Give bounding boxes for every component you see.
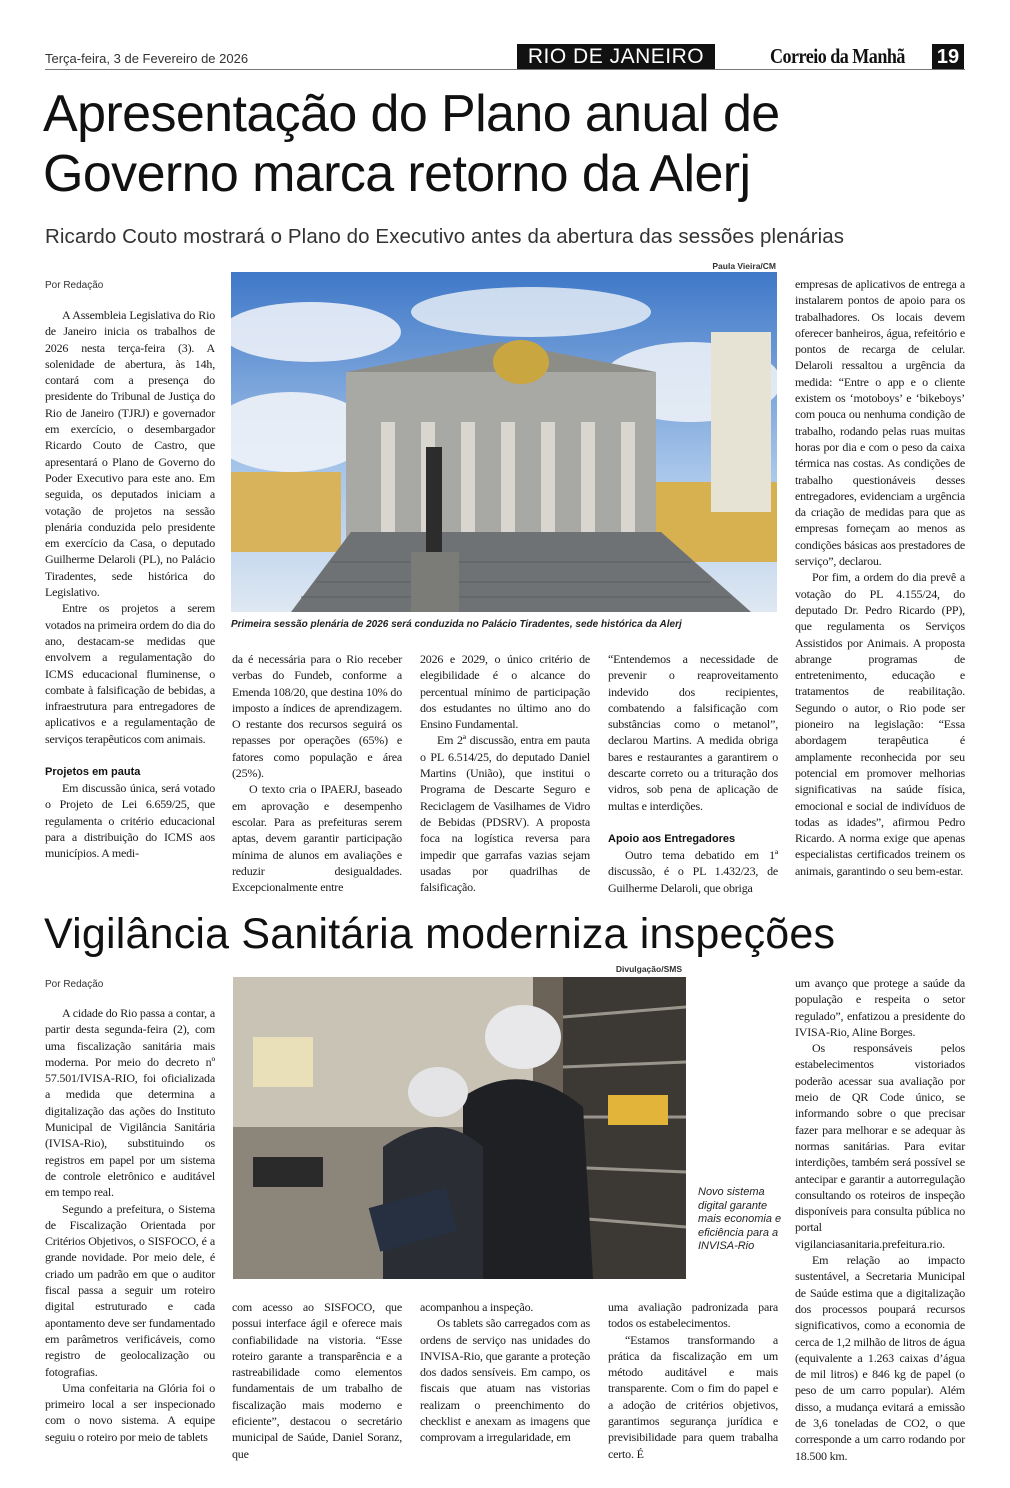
article-1-byline: Por Redação bbox=[45, 280, 104, 291]
paragraph: com acesso ao SISFOCO, que possui interface ágil e oferece mais confiabilidade na vistoria. “Esse roteiro garante a transparência e a rastreabilidade como elementos fundamentais de um trabalho de fiscalização mais moderno e eficiente”, destacou o secretário municipal de Saúde, Daniel Soranz, que bbox=[232, 1300, 402, 1461]
paragraph: da é necessária para o Rio receber verbas do Fundeb, conforme a Emenda 108/20, que destina 10% do imposto a índices de aprendizagem. O restante dos recursos seguirá os repasses por operações (65%) e fatores como população e área (25%). bbox=[232, 652, 402, 781]
article-1-column-2 bbox=[232, 651, 402, 895]
article-2-photo-inspection bbox=[233, 977, 686, 1279]
paragraph: 2026 e 2029, o único critério de elegibilidade é o alcance do percentual mínimo de participação dos estudantes no último ano do Ensino Fundamental. bbox=[420, 652, 590, 732]
paragraph: A Assembleia Legislativa do Rio de Janeiro inicia os trabalhos de 2026 nesta terça-feira (3). A solenidade de abertura, às 14h, contará com a presença do presidente do Tribunal de Justiça do Rio de Janeiro (TJRJ) e governador em exercício, o desembargador Ricardo Couto de Castro, que apresentará o Plano de Governo do Poder Executivo para este ano. Em seguida, os deputados iniciam a votação de projetos na sessão plenária conduzida pelo presidente em exercício da Casa, o deputado Guilherme Delaroli (PL), no Palácio Tiradentes, sede histórica do Legislativo. bbox=[45, 308, 215, 600]
article-2-headline: Vigilância Sanitária moderniza inspeções bbox=[44, 910, 836, 958]
paragraph: Uma confeitaria na Glória foi o primeiro local a ser inspecionado com o novo sistema. A equipe seguiu o roteiro por meio de tablets bbox=[45, 1380, 215, 1444]
article-1-headline: Apresentação do Plano anual de Governo marca retorno da Alerj bbox=[43, 85, 780, 203]
article-2-column-4 bbox=[608, 1299, 778, 1462]
paragraph: um avanço que protege a saúde da população e respeita o setor regulado”, enfatizou a presidente do IVISA-Rio, Aline Borges. bbox=[795, 976, 965, 1039]
article-1-subtitle: Ricardo Couto mostrará o Plano do Executivo antes da abertura das sessões plenárias bbox=[45, 225, 845, 248]
paragraph: Por fim, a ordem do dia prevê a votação do PL 4.155/24, do deputado Dr. Pedro Ricardo (PP), que regulamenta os Serviços Assistidos por Animais. A proposta abrange programas de entretenimento, educação e tratamentos de reabilitação. Segundo o autor, o Rio pode ser pioneiro na legislação: “Essa abordagem terapêutica é amplamente reconhecida por seu potencial em promover melhorias significativas na saúde física, emocional e social de indivíduos de todas as idades”, afirmou Pedro Ricardo. A norma exige que apenas especialistas certificados treinem os animais, garantindo o seu bem-estar. bbox=[795, 570, 965, 878]
paragraph: empresas de aplicativos de entrega a instalarem pontos de apoio para os trabalhadores. Os locais devem oferecer banheiros, água, refeitório e pontos de recarga de celular. Delaroli ressaltou a urgência da medida: “Entre o app e o cliente existem os ‘motoboys’ e ‘bikeboys’ com pouca ou nenhuma condição de trabalho, rodando pelas ruas muitas horas por dia e com o peso da caixa térmica nas costas. As condições de trabalho questionáveis desses entregadores, evidenciam a urgência da criação de medidas para que as empresas forneçam ao menos as condições básicas aos prestadores de serviço”, declarou. bbox=[795, 277, 965, 569]
article-2-column-1 bbox=[45, 1005, 215, 1445]
subheading-apoio-aos-entregadores: Apoio aos Entregadores bbox=[608, 832, 736, 845]
paragraph: acompanhou a inspeção. bbox=[420, 1300, 534, 1314]
paragraph: A cidade do Rio passa a contar, a partir desta segunda-feira (2), com uma fiscalização sanitária mais moderna. Por meio do decreto nº 57.501/IVISA-RIO, foi oficializada a medida que determina a digitalização das ações do Instituto Municipal de Vigilância Sanitária (IVISA-Rio), substituindo os registros em papel por um sistema de controle eletrônico e auditável em tempo real. bbox=[45, 1006, 215, 1200]
paragraph: uma avaliação padronizada para todos os estabelecimentos. bbox=[608, 1300, 778, 1331]
article-1-photo-caption: Primeira sessão plenária de 2026 será conduzida no Palácio Tiradentes, sede histórica da Alerj bbox=[231, 619, 682, 630]
paragraph: Outro tema debatido em 1ª discussão, é o PL 1.432/23, de Guilherme Delaroli, que obriga bbox=[608, 847, 778, 895]
article-1-column-5 bbox=[795, 276, 965, 879]
paragraph: Os tablets são carregados com as ordens de serviço nas unidades do INVISA-Rio, que garante a proteção dos dados sensíveis. Em campo, os fiscais que atuam nas vistorias realizam o preenchimento do checklist e anexam as imagens que comprovam a irregularidade, em bbox=[420, 1316, 590, 1445]
article-2-photo-caption: Novo sistema digital garante mais economia e eficiência para a INVISA-Rio bbox=[698, 1186, 782, 1253]
article-1-photo-credit: Paula Vieira/CM bbox=[712, 261, 776, 271]
paragraph: O texto cria o IPAERJ, baseado em aprovação e desempenho escolar. Para as prefeituras serem aptas, devem garantir participação mínima de alunos em avaliações e reduzir desigualdades. Excepcionalmente entre bbox=[232, 782, 402, 895]
subheading-projetos-em-pauta: Projetos em pauta bbox=[45, 766, 141, 779]
section-label: RIO DE JANEIRO bbox=[517, 44, 715, 69]
article-1-column-4 bbox=[608, 651, 778, 896]
paragraph: Em discussão única, será votado o Projeto de Lei 6.659/25, que regulamenta o critério educacional para a distribuição do ICMS aos municípios. A medi- bbox=[45, 781, 215, 861]
paragraph: Em relação ao impacto sustentável, a Secretaria Municipal de Saúde estima que a digitalização dos processos poupará recursos significativos, como a economia de cerca de 1,2 milhão de litros de água (equivalente a 1.263 caixas d’água de mil litros) e 846 kg de papel (o peso de um carro popular). Além disso, a mudança evitará a emissão de 3,6 toneladas de CO2, o que corresponde a um carro rodando por 18.500 km. bbox=[795, 1253, 965, 1463]
article-2-column-2 bbox=[232, 1299, 402, 1462]
article-2-byline: Por Redação bbox=[45, 979, 104, 990]
issue-date: Terça-feira, 3 de Fevereiro de 2026 bbox=[45, 51, 249, 66]
paragraph: Em 2ª discussão, entra em pauta o PL 6.514/25, do deputado Daniel Martins (União), que institui o Programa de Descarte Seguro e Reciclagem de Vasilhames de Vidro de Bebidas (PDSRV). A proposta foca na logística reversa para impedir que garrafas vazias sejam usadas por quadrilhas de falsificação. bbox=[420, 733, 590, 895]
article-2-photo-credit: Divulgação/SMS bbox=[615, 964, 682, 974]
article-2-column-5 bbox=[795, 975, 965, 1464]
article-2-column-3 bbox=[420, 1299, 590, 1446]
paragraph: “Entendemos a necessidade de prevenir o reaproveitamento indevido dos recipientes, combatendo a falsificação com substâncias como o metanol”, declarou Martins. A medida obriga bares e restaurantes a garantirem o descarte correto ou a trituração dos vidros, sob pena de aplicação de multas e interdições. bbox=[608, 652, 778, 813]
page-number: 19 bbox=[932, 44, 964, 70]
paragraph: Segundo a prefeitura, o Sistema de Fiscalização Orientada por Critérios Objetivos, o SISFOCO, é a grande novidade. Por meio dele, é criado um padrão em que o auditor fiscal passa a seguir um roteiro digital estruturado e cada apontamento deve ser fundamentado em parâmetros verificáveis, como registro de geolocalização ou fotografias. bbox=[45, 1201, 215, 1379]
paragraph: Os responsáveis pelos estabelecimentos vistoriados poderão acessar sua avaliação por meio de QR Code único, se informando sobre o que precisar fazer para melhorar e se adequar às normas sanitárias. Para evitar interdições, também será possível se antecipar e garantir a autorregulação consultando os roteiros de inspeção disponíveis para consulta pública no portal vigilanciasanitaria.prefeitura.rio. bbox=[795, 1041, 965, 1251]
header-rule bbox=[45, 69, 965, 70]
article-1-column-1 bbox=[45, 307, 215, 862]
paragraph: “Estamos transformando a prática da fiscalização em um método auditável e mais transparente. Com o fim do papel e a adoção de critérios objetivos, garantimos segurança jurídica e previsibilidade para quem trabalha certo. É bbox=[608, 1332, 778, 1461]
article-1-photo-palacio-tiradentes bbox=[231, 272, 777, 612]
newspaper-logo: Correio da Manhã bbox=[770, 44, 905, 68]
article-1-column-3 bbox=[420, 651, 590, 895]
paragraph: Entre os projetos a serem votados na primeira ordem do dia do ano, destacam-se medidas que envolvem a regulamentação do ICMS educacional fluminense, o combate à falsificação de bebidas, a infraestrutura para entregadores de aplicativos e a regulamentação de serviços terapêuticos com animais. bbox=[45, 601, 215, 746]
